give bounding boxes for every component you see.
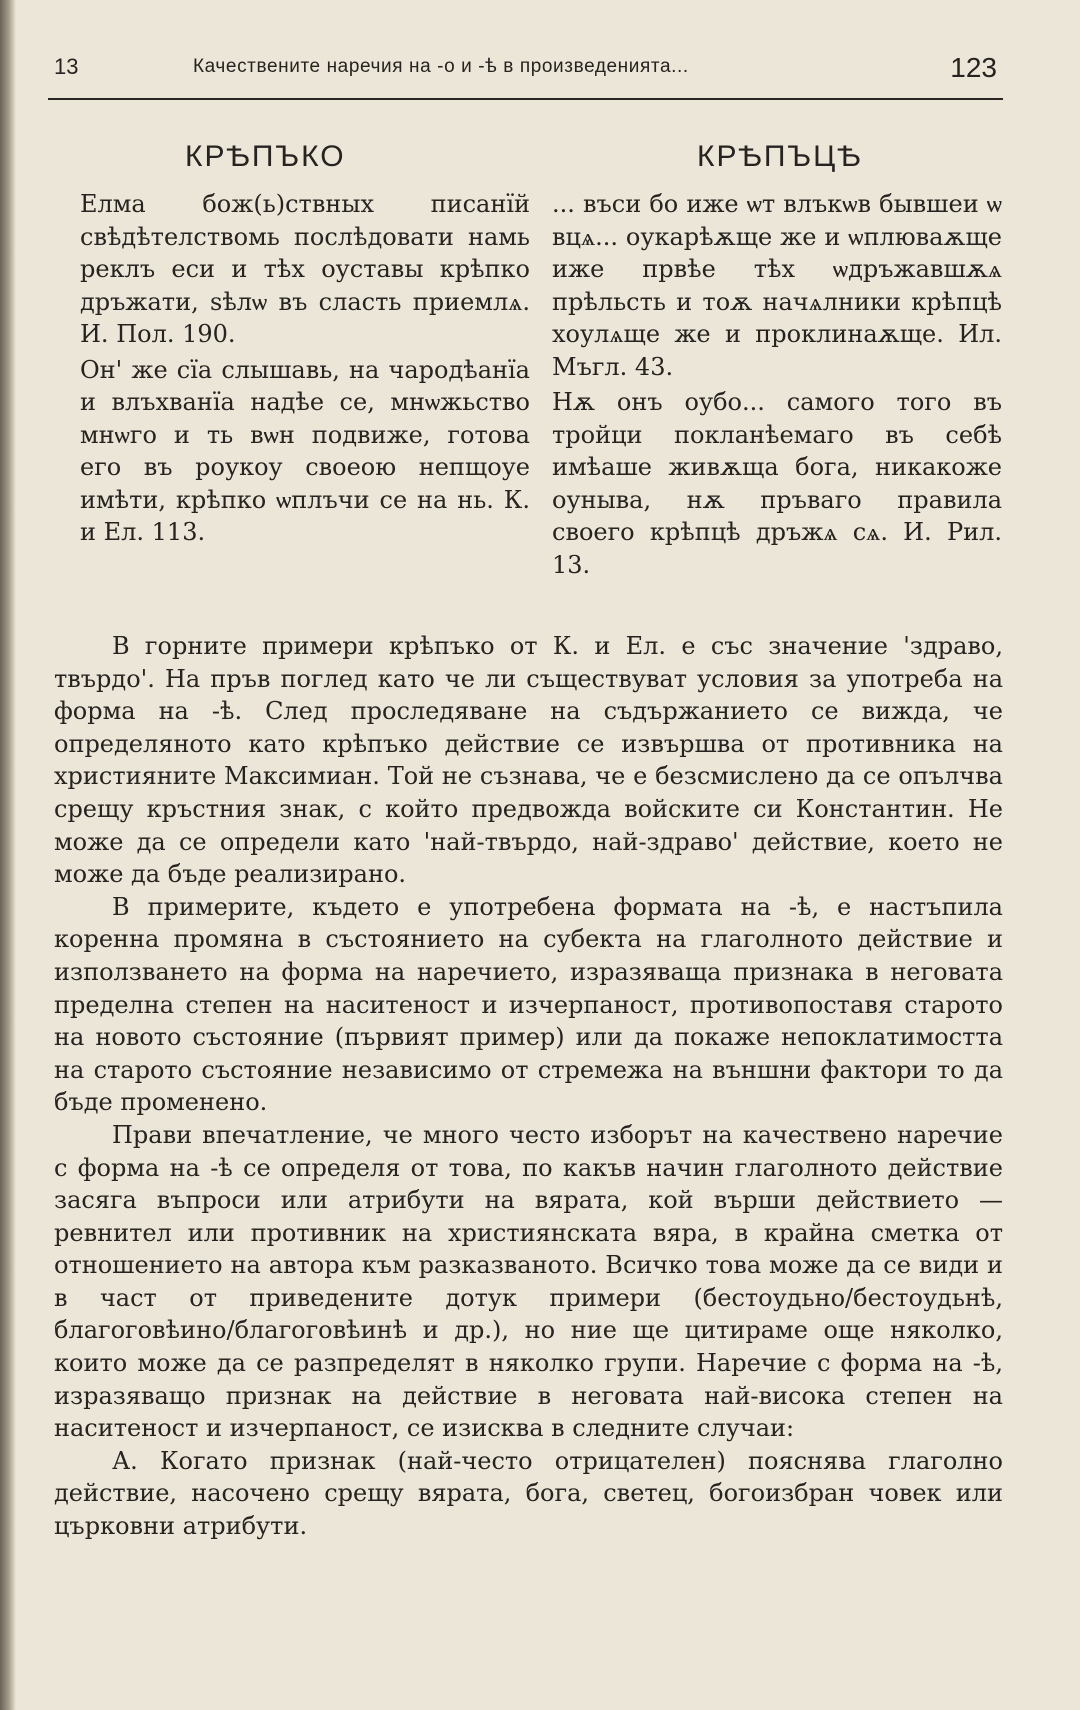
column-title-krepko: КРѢПЪКО xyxy=(185,140,346,173)
example-paragraph: ... въси бо иже ѡт влъкѡв бывшеи ѡ вцѧ... оукарѣѫще же и ѡплюваѫще иже првѣе тѣх ѡдръжавшѫѧ прѣльсть и тоѫ начѧлники крѣпцѣ хоулѧще же и проклинаѫще. Ил. Мъгл. 43. xyxy=(552,190,1002,381)
example-paragraph: Елма бож(ь)ствных писанїй свѣдѣтелствомь послѣдовати намь реклъ еси и тѣх оуставы крѣпко дръжати, ѕѣлѡ въ сласть приемлѧ. И. Пол. 190. xyxy=(80,190,530,348)
body-text xyxy=(48,630,1003,1543)
running-header xyxy=(48,50,1003,100)
example-columns xyxy=(48,140,1003,618)
example-paragraph: Нѫ онъ оубо... самого того въ тройци покланѣемаго въ себѣ имѣаше живѫща бога, никакоже оуныва, нѫ пръваго правила своего крѣпцѣ дръжѧ сѧ. И. Рил. 13. xyxy=(552,388,1002,579)
body-paragraph: Прави впечатление, че много често изборът на качествено наречие с форма на -ѣ се определя от това, по какъв начин глаголното действие засяга въпроси или атрибути на вярата, кой върши действието — ревнител или противник на християнската вяра, в крайна сметка от отношението на автора към разказваното. Всичко това може да се види и в част от приведените дотук примери (бестоудьно/бестоудьнѣ, благоговѣино/благоговѣинѣ и др.), но ние ще цитираме още няколко, които може да се разпределят в няколко групи. Наречие с форма на -ѣ, изразяващо признак на действие в неговата най-висока степен на наситеност и изчерпаност, се изисква в следните случаи: xyxy=(54,1120,1003,1443)
example-paragraph: Он' же сїа слышавь, на чародѣанїа и влъхванїа надѣе се, мнѡжьство мнѡго и ть вѡн подвиже, готова его въ роукоу своеою непщоуе имѣти, крѣпко ѡплъчи се на нь. К. и Ел. 113. xyxy=(80,355,530,546)
body-paragraph: А. Когато признак (най-често отрицателен) пояснява глаголно действие, насочено срещу вярата, бога, светец, богоизбран човек или църковни атрибути. xyxy=(54,1446,1003,1541)
column-krepko xyxy=(80,140,530,549)
book-page xyxy=(48,50,1003,1543)
page-number-left: 13 xyxy=(54,54,79,79)
column-title-krepce: КРѢПЪЦѢ xyxy=(697,140,863,173)
body-paragraph: В горните примери крѣпъко от К. и Ел. е със значение 'здраво, твърдо'. На пръв поглед като че ли съществуват условия за употреба на форма на -ѣ. След проследяване на съдържанието се вижда, че определяното като крѣпъко действие се извършва от противника на християните Максимиан. Той не съзнава, че е безсмислено да се опълчва срещу кръстния знак, с който предвожда войските си Константин. Не може да се определи като 'най-твърдо, най-здраво' действие, което не може да бъде реализирано. xyxy=(54,632,1003,889)
running-title: Качествените наречия на -о и -ѣ в произведенията... xyxy=(193,56,689,77)
column-krepce xyxy=(552,140,1002,581)
page-number-right: 123 xyxy=(950,52,997,83)
book-binding-edge xyxy=(0,0,16,1710)
body-paragraph: В примерите, където е употребена формата на -ѣ, е настъпила коренна промяна в състоянието на субекта на глаголното действие и използването на форма на наречието, изразяваща признака в неговата пределна степен на наситеност и изчерпаност, противопоставя старото на новото състояние (първият пример) или да покаже непоклатимостта на старото състояние независимо от стремежа на външни фактори то да бъде променено. xyxy=(54,892,1003,1117)
